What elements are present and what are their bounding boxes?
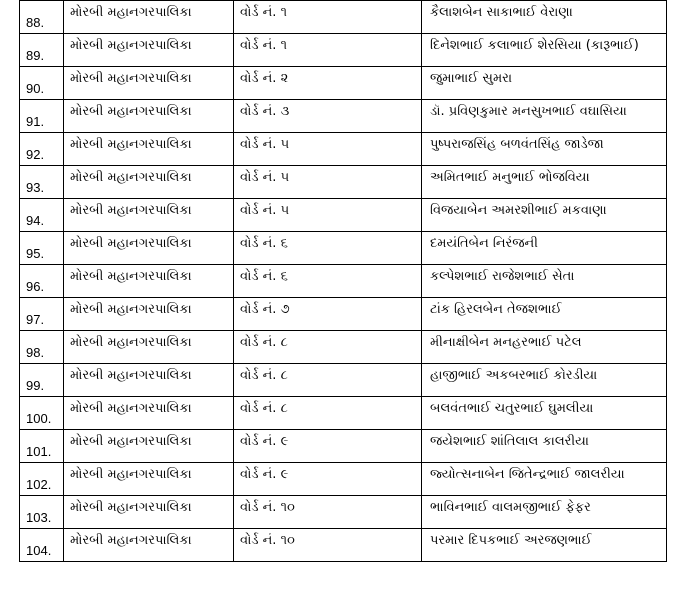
row-number-cell: 93.	[20, 166, 64, 199]
ward-cell: વોર્ડ નં. ૫	[234, 166, 422, 199]
table-row	[20, 298, 667, 331]
row-number-cell: 88.	[20, 1, 64, 34]
members-table	[19, 0, 667, 562]
ward-cell: વોર્ડ નં. ૯	[234, 430, 422, 463]
ward-cell: વોર્ડ નં. ૯	[234, 463, 422, 496]
member-name-cell: અમિતભાઈ મનુભાઈ ભોજવિયા	[422, 166, 667, 199]
table-row	[20, 397, 667, 430]
row-number-cell: 100.	[20, 397, 64, 430]
table-row	[20, 232, 667, 265]
table-row	[20, 67, 667, 100]
table-row	[20, 100, 667, 133]
row-number-cell: 90.	[20, 67, 64, 100]
member-name-cell: જુમાભાઈ સુમરા	[422, 67, 667, 100]
organization-cell: મોરબી મહાનગરપાલિકા	[64, 331, 234, 364]
ward-cell: વોર્ડ નં. ૮	[234, 397, 422, 430]
organization-cell: મોરબી મહાનગરપાલિકા	[64, 100, 234, 133]
ward-cell: વોર્ડ નં. ૧૦	[234, 496, 422, 529]
row-number-cell: 99.	[20, 364, 64, 397]
member-name-cell: દિનેશભાઈ કલાભાઈ શેરસિયા (કારૂભાઈ)	[422, 34, 667, 67]
table-row	[20, 133, 667, 166]
row-number-cell: 91.	[20, 100, 64, 133]
organization-cell: મોરબી મહાનગરપાલિકા	[64, 133, 234, 166]
organization-cell: મોરબી મહાનગરપાલિકા	[64, 430, 234, 463]
row-number-cell: 104.	[20, 529, 64, 562]
table-row	[20, 430, 667, 463]
organization-cell: મોરબી મહાનગરપાલિકા	[64, 67, 234, 100]
member-name-cell: વિજયાબેન અમરશીભાઈ મકવાણા	[422, 199, 667, 232]
organization-cell: મોરબી મહાનગરપાલિકા	[64, 397, 234, 430]
table-body	[20, 1, 667, 562]
ward-cell: વોર્ડ નં. ૬	[234, 265, 422, 298]
table-row	[20, 331, 667, 364]
ward-cell: વોર્ડ નં. ૭	[234, 298, 422, 331]
ward-cell: વોર્ડ નં. ૫	[234, 133, 422, 166]
ward-cell: વોર્ડ નં. ૧	[234, 1, 422, 34]
table-row	[20, 265, 667, 298]
row-number-cell: 95.	[20, 232, 64, 265]
member-name-cell: પુષ્પરાજસિંહ બળવંતસિંહ જાડેજા	[422, 133, 667, 166]
member-name-cell: દમયંતિબેન નિરંજની	[422, 232, 667, 265]
ward-cell: વોર્ડ નં. ૩	[234, 100, 422, 133]
table-row	[20, 166, 667, 199]
row-number-cell: 96.	[20, 265, 64, 298]
organization-cell: મોરબી મહાનગરપાલિકા	[64, 232, 234, 265]
organization-cell: મોરબી મહાનગરપાલિકા	[64, 364, 234, 397]
organization-cell: મોરબી મહાનગરપાલિકા	[64, 463, 234, 496]
row-number-cell: 94.	[20, 199, 64, 232]
member-name-cell: બલવંતભાઈ ચતુરભાઈ ઘુમલીયા	[422, 397, 667, 430]
organization-cell: મોરબી મહાનગરપાલિકા	[64, 496, 234, 529]
table-row	[20, 364, 667, 397]
member-name-cell: પરમાર દિપકભાઈ અરજણભાઈ	[422, 529, 667, 562]
member-name-cell: ટાંક હિરલબેન તેજશભાઈ	[422, 298, 667, 331]
row-number-cell: 97.	[20, 298, 64, 331]
table-row	[20, 463, 667, 496]
ward-cell: વોર્ડ નં. ૫	[234, 199, 422, 232]
organization-cell: મોરબી મહાનગરપાલિકા	[64, 166, 234, 199]
ward-cell: વોર્ડ નં. ૧૦	[234, 529, 422, 562]
row-number-cell: 89.	[20, 34, 64, 67]
member-name-cell: કૈલાશબેન સાકાભાઈ વેરાણા	[422, 1, 667, 34]
member-name-cell: જયેશભાઈ શાંતિલાલ કાલરીયા	[422, 430, 667, 463]
organization-cell: મોરબી મહાનગરપાલિકા	[64, 34, 234, 67]
row-number-cell: 92.	[20, 133, 64, 166]
organization-cell: મોરબી મહાનગરપાલિકા	[64, 199, 234, 232]
row-number-cell: 101.	[20, 430, 64, 463]
ward-cell: વોર્ડ નં. ૮	[234, 364, 422, 397]
ward-cell: વોર્ડ નં. ૨	[234, 67, 422, 100]
row-number-cell: 98.	[20, 331, 64, 364]
organization-cell: મોરબી મહાનગરપાલિકા	[64, 1, 234, 34]
organization-cell: મોરબી મહાનગરપાલિકા	[64, 265, 234, 298]
member-name-cell: મીનાક્ષીબેન મનહરભાઈ પટેલ	[422, 331, 667, 364]
ward-cell: વોર્ડ નં. ૧	[234, 34, 422, 67]
table-row	[20, 1, 667, 34]
member-name-cell: ભાવિનભાઈ વાલમજીભાઈ ફેફર	[422, 496, 667, 529]
member-name-cell: જ્યોત્સનાબેન જિતેન્દ્રભાઈ જાલરીયા	[422, 463, 667, 496]
member-name-cell: હાજીભાઈ અકબરભાઈ કોરડીયા	[422, 364, 667, 397]
member-name-cell: ડૉ. પ્રવિણકુમાર મનસુખભાઈ વઘાસિયા	[422, 100, 667, 133]
organization-cell: મોરબી મહાનગરપાલિકા	[64, 298, 234, 331]
table-row	[20, 199, 667, 232]
ward-cell: વોર્ડ નં. ૬	[234, 232, 422, 265]
table-row	[20, 34, 667, 67]
table-row	[20, 529, 667, 562]
member-name-cell: કલ્પેશભાઈ રાજેશભાઈ સેતા	[422, 265, 667, 298]
organization-cell: મોરબી મહાનગરપાલિકા	[64, 529, 234, 562]
row-number-cell: 102.	[20, 463, 64, 496]
table-row	[20, 496, 667, 529]
row-number-cell: 103.	[20, 496, 64, 529]
ward-cell: વોર્ડ નં. ૮	[234, 331, 422, 364]
